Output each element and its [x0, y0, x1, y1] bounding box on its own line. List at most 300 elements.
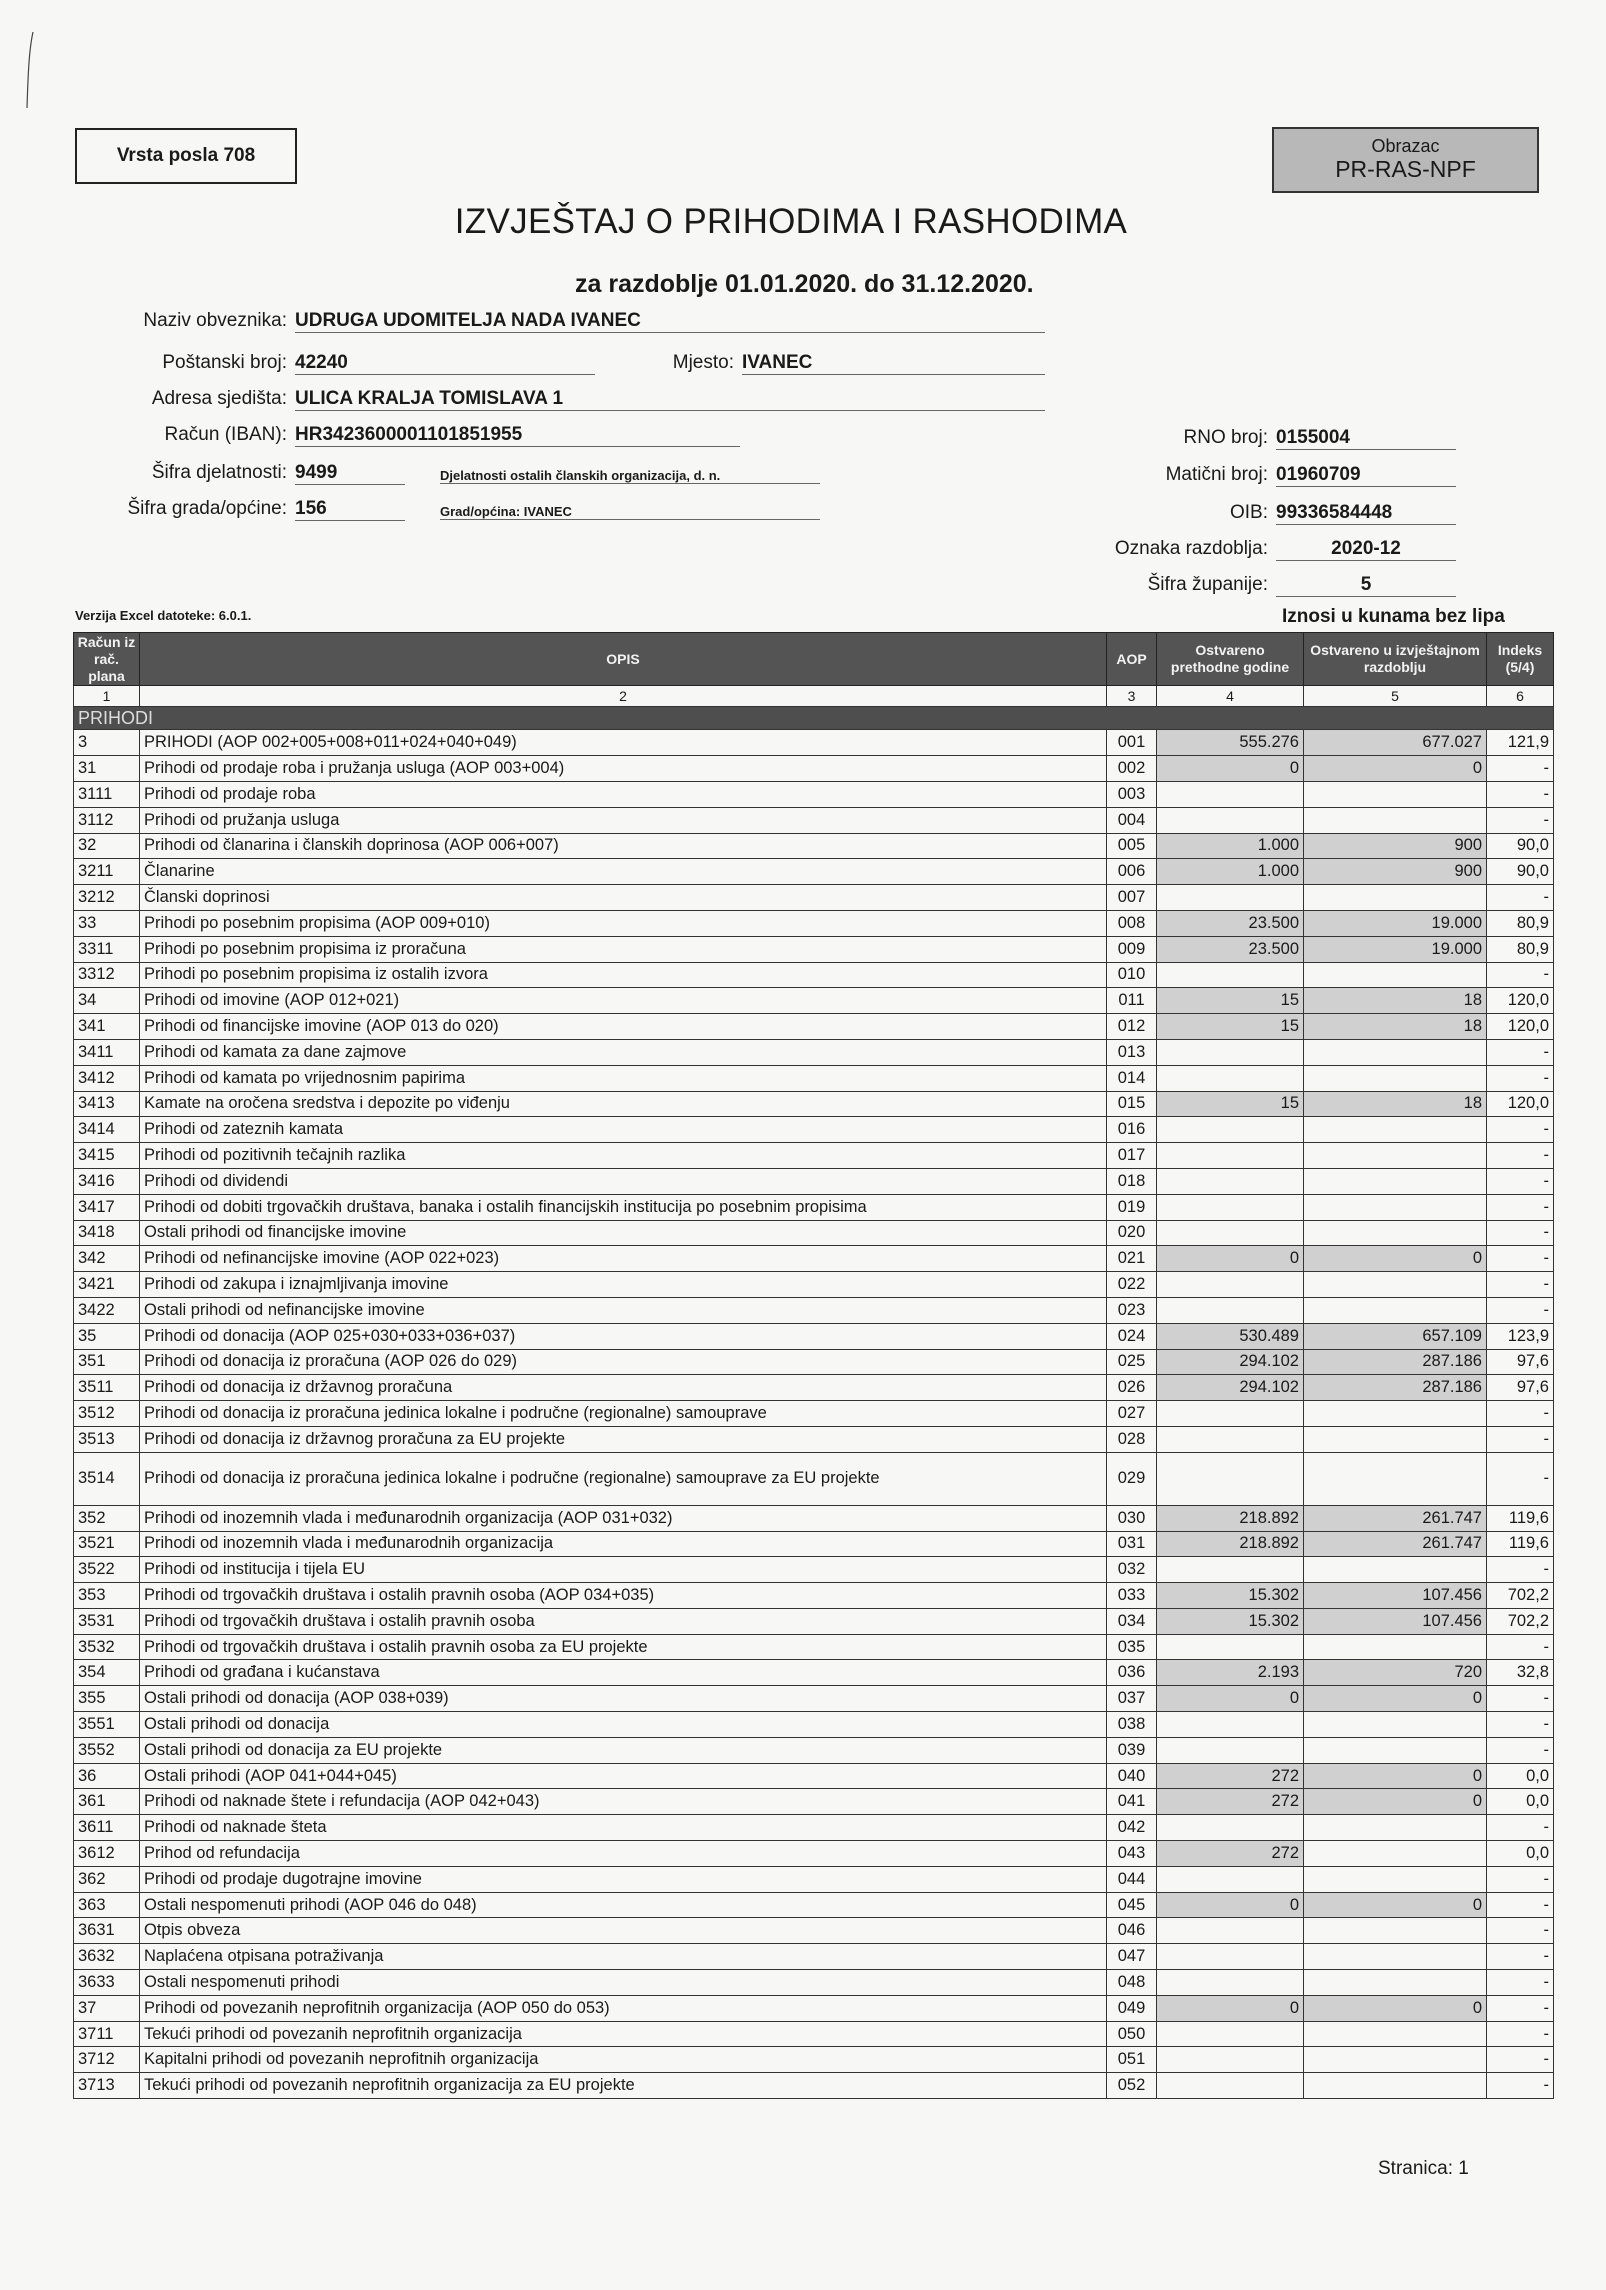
table-row: [74, 962, 1554, 988]
aop-cell: 021: [1107, 1246, 1157, 1272]
current-period-cell: [1304, 1634, 1487, 1660]
column-number-row: [74, 686, 1554, 707]
description-cell: Prihodi od donacija iz proračuna (AOP 026 do 029): [140, 1349, 1107, 1375]
index-cell: -: [1487, 1815, 1554, 1841]
aop-cell: 004: [1107, 807, 1157, 833]
table-row: [74, 1789, 1554, 1815]
description-cell: Prihodi od institucija i tijela EU: [140, 1557, 1107, 1583]
previous-year-cell: [1157, 1272, 1304, 1298]
aop-cell: 034: [1107, 1608, 1157, 1634]
col-number: 2: [140, 686, 1107, 707]
account-cell: 3412: [74, 1065, 140, 1091]
index-cell: -: [1487, 885, 1554, 911]
previous-year-cell: [1157, 1426, 1304, 1452]
aop-cell: 002: [1107, 756, 1157, 782]
index-cell: -: [1487, 1944, 1554, 1970]
current-period-cell: 720: [1304, 1660, 1487, 1686]
previous-year-cell: 1.000: [1157, 833, 1304, 859]
previous-year-cell: 530.489: [1157, 1323, 1304, 1349]
previous-year-cell: 218.892: [1157, 1505, 1304, 1531]
current-period-cell: [1304, 1712, 1487, 1738]
current-period-cell: [1304, 1194, 1487, 1220]
description-cell: Kapitalni prihodi od povezanih neprofitnih organizacija: [140, 2047, 1107, 2073]
aop-cell: 027: [1107, 1401, 1157, 1427]
previous-year-cell: 1.000: [1157, 859, 1304, 885]
table-row: [74, 2047, 1554, 2073]
index-cell: -: [1487, 1737, 1554, 1763]
zupanija-label: Šifra županije:: [1147, 574, 1268, 595]
current-period-cell: [1304, 1272, 1487, 1298]
aop-cell: 013: [1107, 1039, 1157, 1065]
col-header-indeks: Indeks (5/4): [1487, 633, 1554, 686]
previous-year-cell: [1157, 781, 1304, 807]
account-cell: 342: [74, 1246, 140, 1272]
aop-cell: 041: [1107, 1789, 1157, 1815]
current-period-cell: [1304, 807, 1487, 833]
index-cell: -: [1487, 1168, 1554, 1194]
index-cell: -: [1487, 1246, 1554, 1272]
zupanija-value: 5: [1276, 574, 1456, 597]
description-cell: Ostali prihodi od donacija: [140, 1712, 1107, 1738]
aop-cell: 005: [1107, 833, 1157, 859]
current-period-cell: 0: [1304, 1686, 1487, 1712]
previous-year-cell: [1157, 2047, 1304, 2073]
previous-year-cell: 0: [1157, 1686, 1304, 1712]
description-cell: Prihodi od zakupa i iznajmljivanja imovine: [140, 1272, 1107, 1298]
aop-cell: 051: [1107, 2047, 1157, 2073]
table-row: [74, 781, 1554, 807]
account-cell: 3211: [74, 859, 140, 885]
aop-cell: 040: [1107, 1763, 1157, 1789]
previous-year-cell: [1157, 1866, 1304, 1892]
description-cell: Prihodi od građana i kućanstava: [140, 1660, 1107, 1686]
table-row: [74, 1065, 1554, 1091]
maticni-label: Matični broj:: [1165, 464, 1268, 485]
description-cell: Prihodi od povezanih neprofitnih organizacija (AOP 050 do 053): [140, 1995, 1107, 2021]
description-cell: Prihodi od kamata za dane zajmove: [140, 1039, 1107, 1065]
aop-cell: 015: [1107, 1091, 1157, 1117]
index-cell: -: [1487, 1194, 1554, 1220]
index-cell: -: [1487, 1452, 1554, 1505]
current-period-cell: [1304, 2021, 1487, 2047]
description-cell: Prihodi od trgovačkih društava i ostalih pravnih osoba (AOP 034+035): [140, 1583, 1107, 1609]
previous-year-cell: [1157, 1712, 1304, 1738]
previous-year-cell: [1157, 807, 1304, 833]
account-cell: 3212: [74, 885, 140, 911]
table-row: [74, 1892, 1554, 1918]
index-cell: -: [1487, 1065, 1554, 1091]
table-row: [74, 988, 1554, 1014]
description-cell: Ostali prihodi (AOP 041+044+045): [140, 1763, 1107, 1789]
account-cell: 3421: [74, 1272, 140, 1298]
account-cell: 3633: [74, 1970, 140, 1996]
description-cell: Prihodi od donacija (AOP 025+030+033+036+037): [140, 1323, 1107, 1349]
aop-cell: 008: [1107, 910, 1157, 936]
table-row: [74, 1039, 1554, 1065]
previous-year-cell: 272: [1157, 1841, 1304, 1867]
account-cell: 3415: [74, 1143, 140, 1169]
sifra-grada-label: Šifra grada/općine:: [127, 498, 287, 519]
description-cell: Prihodi od trgovačkih društava i ostalih pravnih osoba: [140, 1608, 1107, 1634]
table-row: [74, 1712, 1554, 1738]
description-cell: Prihodi od imovine (AOP 012+021): [140, 988, 1107, 1014]
table-row: [74, 730, 1554, 756]
postanski-value: 42240: [295, 352, 595, 375]
current-period-cell: 107.456: [1304, 1608, 1487, 1634]
previous-year-cell: [1157, 1970, 1304, 1996]
account-cell: 3521: [74, 1531, 140, 1557]
current-period-cell: 18: [1304, 1014, 1487, 1040]
naziv-label: Naziv obveznika:: [143, 310, 287, 331]
aop-cell: 019: [1107, 1194, 1157, 1220]
description-cell: Prihodi od donacija iz državnog proračuna: [140, 1375, 1107, 1401]
account-cell: 3512: [74, 1401, 140, 1427]
oznaka-label: Oznaka razdoblja:: [1114, 538, 1268, 559]
table-row: [74, 885, 1554, 911]
current-period-cell: [1304, 1117, 1487, 1143]
previous-year-cell: [1157, 1557, 1304, 1583]
account-cell: 351: [74, 1349, 140, 1375]
aop-cell: 020: [1107, 1220, 1157, 1246]
account-cell: 33: [74, 910, 140, 936]
aop-cell: 032: [1107, 1557, 1157, 1583]
description-cell: Prihodi po posebnim propisima iz ostalih izvora: [140, 962, 1107, 988]
table-row: [74, 910, 1554, 936]
aop-cell: 003: [1107, 781, 1157, 807]
description-cell: Ostali prihodi od donacija (AOP 038+039): [140, 1686, 1107, 1712]
aop-cell: 009: [1107, 936, 1157, 962]
account-cell: 362: [74, 1866, 140, 1892]
previous-year-cell: 15.302: [1157, 1608, 1304, 1634]
table-row: [74, 1841, 1554, 1867]
previous-year-cell: 294.102: [1157, 1349, 1304, 1375]
current-period-cell: [1304, 1401, 1487, 1427]
report-title: IZVJEŠTAJ O PRIHODIMA I RASHODIMA: [454, 202, 1128, 241]
table-row: [74, 936, 1554, 962]
current-period-cell: 19.000: [1304, 910, 1487, 936]
current-period-cell: [1304, 1297, 1487, 1323]
account-cell: 3514: [74, 1452, 140, 1505]
description-cell: Prihodi od članarina i članskih doprinosa (AOP 006+007): [140, 833, 1107, 859]
aop-cell: 022: [1107, 1272, 1157, 1298]
account-cell: 3312: [74, 962, 140, 988]
account-cell: 36: [74, 1763, 140, 1789]
current-period-cell: 261.747: [1304, 1531, 1487, 1557]
previous-year-cell: [1157, 1143, 1304, 1169]
current-period-cell: [1304, 1970, 1487, 1996]
description-cell: Prihodi od prodaje roba: [140, 781, 1107, 807]
account-cell: 355: [74, 1686, 140, 1712]
current-period-cell: [1304, 1841, 1487, 1867]
table-row: [74, 1660, 1554, 1686]
previous-year-cell: 0: [1157, 1246, 1304, 1272]
previous-year-cell: 23.500: [1157, 936, 1304, 962]
account-cell: 353: [74, 1583, 140, 1609]
account-cell: 3531: [74, 1608, 140, 1634]
previous-year-cell: [1157, 885, 1304, 911]
oib-value: 99336584448: [1276, 502, 1456, 525]
description-cell: Tekući prihodi od povezanih neprofitnih organizacija: [140, 2021, 1107, 2047]
table-row: [74, 1143, 1554, 1169]
description-cell: Kamate na oročena sredstva i depozite po viđenju: [140, 1091, 1107, 1117]
previous-year-cell: [1157, 1297, 1304, 1323]
table-row: [74, 2073, 1554, 2099]
table-row: [74, 1349, 1554, 1375]
description-cell: Ostali prihodi od financijske imovine: [140, 1220, 1107, 1246]
account-cell: 3711: [74, 2021, 140, 2047]
previous-year-cell: [1157, 1452, 1304, 1505]
account-cell: 352: [74, 1505, 140, 1531]
index-cell: 120,0: [1487, 988, 1554, 1014]
index-cell: -: [1487, 1143, 1554, 1169]
description-cell: Prihodi od prodaje roba i pružanja usluga (AOP 003+004): [140, 756, 1107, 782]
current-period-cell: 18: [1304, 1091, 1487, 1117]
description-cell: Prihodi od financijske imovine (AOP 013 do 020): [140, 1014, 1107, 1040]
index-cell: -: [1487, 1712, 1554, 1738]
aop-cell: 031: [1107, 1531, 1157, 1557]
aop-cell: 025: [1107, 1349, 1157, 1375]
aop-cell: 024: [1107, 1323, 1157, 1349]
index-cell: -: [1487, 962, 1554, 988]
index-cell: 90,0: [1487, 833, 1554, 859]
index-cell: 80,9: [1487, 936, 1554, 962]
index-cell: -: [1487, 1866, 1554, 1892]
index-cell: -: [1487, 1918, 1554, 1944]
index-cell: -: [1487, 1272, 1554, 1298]
index-cell: -: [1487, 1970, 1554, 1996]
account-cell: 3418: [74, 1220, 140, 1246]
account-cell: 3611: [74, 1815, 140, 1841]
table-row: [74, 1763, 1554, 1789]
col-number: 3: [1107, 686, 1157, 707]
aop-cell: 042: [1107, 1815, 1157, 1841]
current-period-cell: [1304, 2047, 1487, 2073]
postanski-label: Poštanski broj:: [162, 352, 287, 373]
previous-year-cell: 15.302: [1157, 1583, 1304, 1609]
table-row: [74, 1815, 1554, 1841]
previous-year-cell: [1157, 1065, 1304, 1091]
table-row: [74, 756, 1554, 782]
table-row: [74, 2021, 1554, 2047]
previous-year-cell: 2.193: [1157, 1660, 1304, 1686]
aop-cell: 007: [1107, 885, 1157, 911]
current-period-cell: 0: [1304, 756, 1487, 782]
aop-cell: 023: [1107, 1297, 1157, 1323]
previous-year-cell: 15: [1157, 1091, 1304, 1117]
description-cell: Prihodi od donacija iz državnog proračuna za EU projekte: [140, 1426, 1107, 1452]
current-period-cell: 19.000: [1304, 936, 1487, 962]
table-row: [74, 1531, 1554, 1557]
description-cell: Prihodi od kamata po vrijednosnim papirima: [140, 1065, 1107, 1091]
current-period-cell: [1304, 1452, 1487, 1505]
current-period-cell: 0: [1304, 1246, 1487, 1272]
account-cell: 3413: [74, 1091, 140, 1117]
current-period-cell: 107.456: [1304, 1583, 1487, 1609]
aop-cell: 011: [1107, 988, 1157, 1014]
current-period-cell: [1304, 781, 1487, 807]
table-row: [74, 1944, 1554, 1970]
aop-cell: 028: [1107, 1426, 1157, 1452]
aop-cell: 006: [1107, 859, 1157, 885]
description-cell: Prihodi od dobiti trgovačkih društava, banaka i ostalih financijskih institucija po posebnim propisima: [140, 1194, 1107, 1220]
index-cell: -: [1487, 2047, 1554, 2073]
description-cell: Prihodi od prodaje dugotrajne imovine: [140, 1866, 1107, 1892]
col-header-izvjestajnom: Ostvareno u izvještajnom razdoblju: [1304, 633, 1487, 686]
aop-cell: 044: [1107, 1866, 1157, 1892]
previous-year-cell: [1157, 2021, 1304, 2047]
previous-year-cell: 15: [1157, 1014, 1304, 1040]
index-cell: 120,0: [1487, 1014, 1554, 1040]
current-period-cell: [1304, 1143, 1487, 1169]
index-cell: 97,6: [1487, 1375, 1554, 1401]
index-cell: 119,6: [1487, 1531, 1554, 1557]
table-header-row: [74, 633, 1554, 686]
aop-cell: 038: [1107, 1712, 1157, 1738]
current-period-cell: 0: [1304, 1995, 1487, 2021]
index-cell: 702,2: [1487, 1608, 1554, 1634]
account-cell: 37: [74, 1995, 140, 2021]
account-cell: 31: [74, 756, 140, 782]
aop-cell: 047: [1107, 1944, 1157, 1970]
description-cell: Otpis obveza: [140, 1918, 1107, 1944]
account-cell: 3416: [74, 1168, 140, 1194]
previous-year-cell: [1157, 1117, 1304, 1143]
table-row: [74, 1918, 1554, 1944]
description-cell: PRIHODI (AOP 002+005+008+011+024+040+049): [140, 730, 1107, 756]
previous-year-cell: 272: [1157, 1789, 1304, 1815]
previous-year-cell: [1157, 1737, 1304, 1763]
description-cell: Prihodi od donacija iz proračuna jedinica lokalne i područne (regionalne) samouprave: [140, 1401, 1107, 1427]
table-row: [74, 1014, 1554, 1040]
section-title: PRIHODI: [74, 707, 1554, 730]
description-cell: Prihodi od naknade štete i refundacija (AOP 042+043): [140, 1789, 1107, 1815]
description-cell: Prihodi od dividendi: [140, 1168, 1107, 1194]
racun-label: Račun (IBAN):: [164, 424, 287, 445]
description-cell: Prihodi od donacija iz proračuna jedinica lokalne i područne (regionalne) samouprave za EU projekte: [140, 1452, 1107, 1505]
account-cell: 3713: [74, 2073, 140, 2099]
account-cell: 3511: [74, 1375, 140, 1401]
col-number: 4: [1157, 686, 1304, 707]
aop-cell: 050: [1107, 2021, 1157, 2047]
account-cell: 3631: [74, 1918, 140, 1944]
current-period-cell: [1304, 1220, 1487, 1246]
index-cell: 121,9: [1487, 730, 1554, 756]
previous-year-cell: 15: [1157, 988, 1304, 1014]
account-cell: 3417: [74, 1194, 140, 1220]
index-cell: -: [1487, 1220, 1554, 1246]
table-row: [74, 1375, 1554, 1401]
oib-label: OIB:: [1229, 502, 1268, 523]
aop-cell: 039: [1107, 1737, 1157, 1763]
col-header-racun: Račun iz rač. plana: [74, 633, 140, 686]
index-cell: 123,9: [1487, 1323, 1554, 1349]
col-header-aop: AOP: [1107, 633, 1157, 686]
previous-year-cell: 272: [1157, 1763, 1304, 1789]
table-row: [74, 1608, 1554, 1634]
table-row: [74, 1866, 1554, 1892]
previous-year-cell: [1157, 962, 1304, 988]
aop-cell: 012: [1107, 1014, 1157, 1040]
index-cell: 119,6: [1487, 1505, 1554, 1531]
index-cell: -: [1487, 1297, 1554, 1323]
aop-cell: 029: [1107, 1452, 1157, 1505]
aop-cell: 049: [1107, 1995, 1157, 2021]
table-row: [74, 1220, 1554, 1246]
previous-year-cell: [1157, 1039, 1304, 1065]
aop-cell: 010: [1107, 962, 1157, 988]
table-row: [74, 1323, 1554, 1349]
obrazac-box: [1272, 127, 1539, 193]
table-row: [74, 1426, 1554, 1452]
current-period-cell: 18: [1304, 988, 1487, 1014]
table-row: [74, 1168, 1554, 1194]
table-row: [74, 833, 1554, 859]
table-row: [74, 1091, 1554, 1117]
section-row: [74, 707, 1554, 730]
sifra-djelatnosti-value: 9499: [295, 462, 405, 485]
obrazac-label: Obrazac: [1371, 136, 1440, 157]
description-cell: Naplaćena otpisana potraživanja: [140, 1944, 1107, 1970]
index-cell: 32,8: [1487, 1660, 1554, 1686]
index-cell: -: [1487, 1686, 1554, 1712]
previous-year-cell: [1157, 1944, 1304, 1970]
current-period-cell: 657.109: [1304, 1323, 1487, 1349]
account-cell: 363: [74, 1892, 140, 1918]
aop-cell: 017: [1107, 1143, 1157, 1169]
page-number: Stranica: 1: [1378, 2158, 1469, 2179]
index-cell: 90,0: [1487, 859, 1554, 885]
table-row: [74, 1505, 1554, 1531]
previous-year-cell: [1157, 2073, 1304, 2099]
description-cell: Ostali nespomenuti prihodi: [140, 1970, 1107, 1996]
aop-cell: 045: [1107, 1892, 1157, 1918]
current-period-cell: 0: [1304, 1789, 1487, 1815]
index-cell: 97,6: [1487, 1349, 1554, 1375]
previous-year-cell: 555.276: [1157, 730, 1304, 756]
account-cell: 3532: [74, 1634, 140, 1660]
pen-mark: [25, 30, 35, 110]
vrsta-posla-box: Vrsta posla 708: [75, 128, 297, 184]
account-cell: 3632: [74, 1944, 140, 1970]
aop-cell: 048: [1107, 1970, 1157, 1996]
current-period-cell: 900: [1304, 859, 1487, 885]
djelatnost-text: Djelatnosti ostalih članskih organizacija, d. n.: [440, 468, 820, 484]
index-cell: -: [1487, 1426, 1554, 1452]
index-cell: 120,0: [1487, 1091, 1554, 1117]
current-period-cell: [1304, 2073, 1487, 2099]
account-cell: 3: [74, 730, 140, 756]
description-cell: Prihodi po posebnim propisima (AOP 009+010): [140, 910, 1107, 936]
description-cell: Prihodi po posebnim propisima iz proračuna: [140, 936, 1107, 962]
index-cell: -: [1487, 1401, 1554, 1427]
current-period-cell: [1304, 1918, 1487, 1944]
current-period-cell: 287.186: [1304, 1375, 1487, 1401]
oznaka-value: 2020-12: [1276, 538, 1456, 561]
account-cell: 361: [74, 1789, 140, 1815]
aop-cell: 016: [1107, 1117, 1157, 1143]
account-cell: 32: [74, 833, 140, 859]
account-cell: 354: [74, 1660, 140, 1686]
previous-year-cell: [1157, 1634, 1304, 1660]
previous-year-cell: 0: [1157, 756, 1304, 782]
description-cell: Prihod od refundacija: [140, 1841, 1107, 1867]
account-cell: 341: [74, 1014, 140, 1040]
iznosi-note: Iznosi u kunama bez lipa: [1282, 606, 1505, 627]
account-cell: 34: [74, 988, 140, 1014]
racun-value: HR3423600001101851955: [295, 424, 740, 447]
index-cell: 702,2: [1487, 1583, 1554, 1609]
description-cell: Prihodi od nefinancijske imovine (AOP 022+023): [140, 1246, 1107, 1272]
